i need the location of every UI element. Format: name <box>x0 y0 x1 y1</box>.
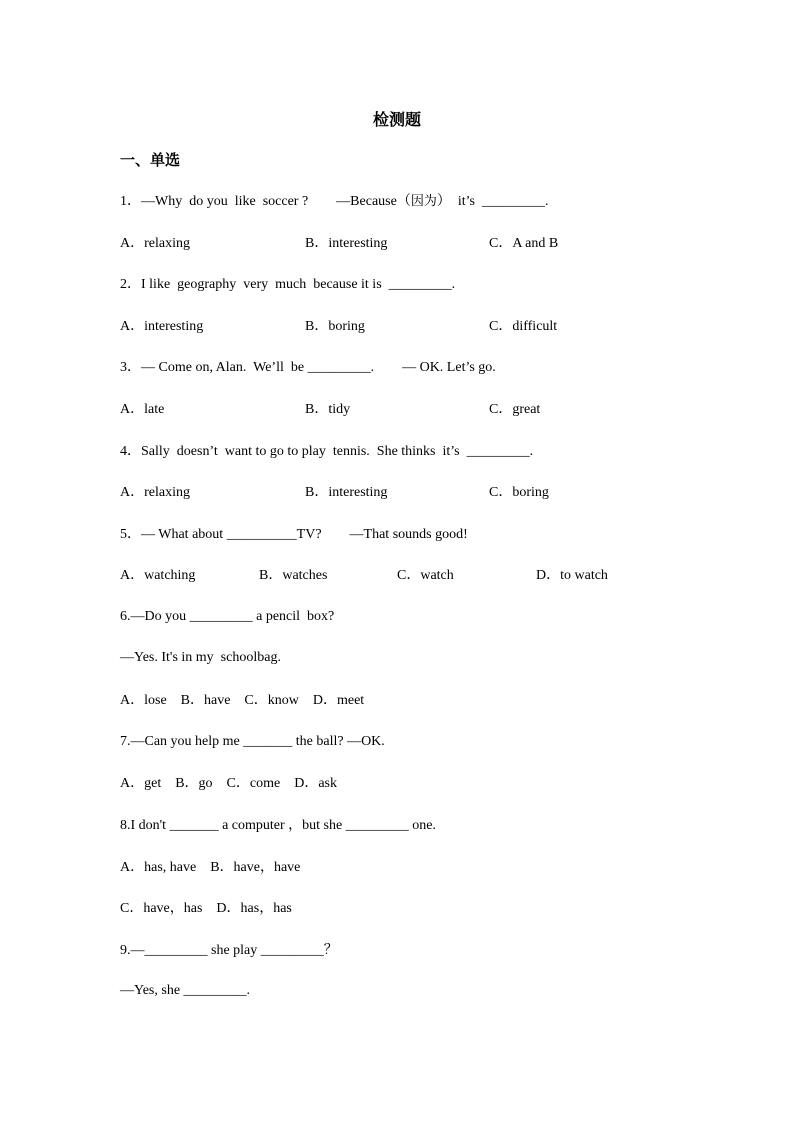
q4-option-b: B．interesting <box>305 485 388 500</box>
q8-options-row-1: A．has, have B．have，have <box>120 860 301 875</box>
q3-option-a: A．late <box>120 402 165 417</box>
q2-option-a: A．interesting <box>120 319 204 334</box>
question-9-answer: —Yes, she _________. <box>120 983 251 998</box>
question-1-cjk: 因为 <box>410 194 437 209</box>
question-8: 8.I don't _______ a computer ，but she _________ one. <box>120 818 436 833</box>
question-1 <box>120 192 548 212</box>
page-title: 检测题 <box>372 110 421 129</box>
q5-option-a: A．watching <box>120 568 196 583</box>
q1-option-c: C．A and B <box>489 236 559 251</box>
question-9: 9.—_________ she play _________？ <box>120 943 338 958</box>
question-1-part-b: ） it’s _________. <box>436 194 549 209</box>
q1-option-a: A．relaxing <box>120 236 190 251</box>
question-3: 3．— Come on, Alan. We’ll be _________. — OK. Let’s go. <box>120 360 496 375</box>
q3-option-b: B．tidy <box>305 402 351 417</box>
question-2: 2．I like geography very much because it is _________. <box>120 277 456 292</box>
q7-options: A．get B．go C．come D．ask <box>120 776 337 791</box>
section-heading: 一、单选 <box>120 151 181 169</box>
q2-option-c: C．difficult <box>489 319 558 334</box>
q3-option-c: C．great <box>489 402 541 417</box>
question-4: 4．Sally doesn’t want to go to play tennis. She thinks it’s _________. <box>120 444 534 459</box>
question-1-part-a: 1．—Why do you like soccer ? —Because（ <box>120 194 411 209</box>
q6-options: A．lose B．have C．know D．meet <box>120 693 365 708</box>
q4-option-a: A．relaxing <box>120 485 190 500</box>
q2-option-b: B．boring <box>305 319 365 334</box>
question-6-answer: —Yes. It's in my schoolbag. <box>120 650 281 665</box>
question-5: 5．— What about __________TV? —That sounds good! <box>120 527 468 542</box>
q5-option-c: C．watch <box>397 568 454 583</box>
q8-options-row-2: C．have，has D．has，has <box>120 901 292 916</box>
q1-option-b: B．interesting <box>305 236 388 251</box>
q5-option-d: D．to watch <box>536 568 608 583</box>
question-6: 6.—Do you _________ a pencil box? <box>120 609 335 624</box>
question-7: 7.—Can you help me _______ the ball? —OK. <box>120 734 385 749</box>
q5-option-b: B．watches <box>259 568 328 583</box>
q4-option-c: C．boring <box>489 485 549 500</box>
